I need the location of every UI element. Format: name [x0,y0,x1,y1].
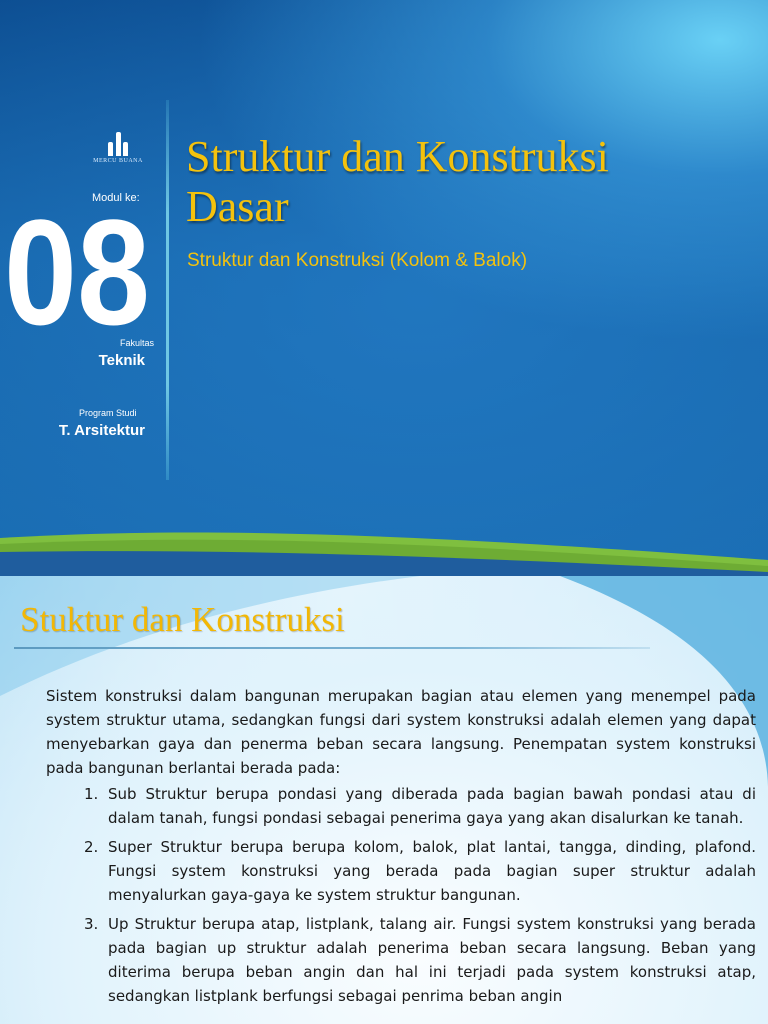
logo-icon [107,132,129,156]
slide-title-line2: Dasar [186,182,289,231]
slide-body [46,684,756,1013]
program-studi-value: T. Arsitektur [58,422,145,439]
slide-title-line1: Struktur dan Konstruksi [186,132,609,181]
title-underline [14,647,650,649]
program-studi-label: Program Studi [79,408,137,418]
university-logo [90,132,146,164]
list-item [46,912,756,1008]
content-slide [0,576,768,1024]
modul-label: Modul ke: [92,192,140,204]
list-text: Sub Struktur berupa pondasi yang diberada pada bagian bawah pondasi atau di dalam tanah, fungsi pondasi sebagai penerima gaya yang akan disalurkan ke tanah. [108,785,756,827]
bottom-swoosh [0,508,768,576]
structure-list [46,782,756,1008]
list-number: 3. [84,915,99,933]
list-text: Super Struktur berupa berupa kolom, balok, plat lantai, tangga, dinding, plafond. Fungsi system konstruksi yang berada pada bagian super struktur adalah menyalurkan gaya-gaya ke system struktur bangunan. [108,838,756,904]
fakultas-label: Fakultas [120,338,155,348]
logo-text: MERCU BUANA [93,158,143,164]
list-text: Up Struktur berupa atap, listplank, talang air. Fungsi system konstruksi yang berada pada bagian up struktur adalah penerima beban secara langsung. Beban yang diterima berupa beban angin dan hal ini terjadi pada system konstruksi atap, sedangkan listplank berfungsi sebagai penrima beban angin [108,915,756,1005]
slide-subtitle: Struktur dan Konstruksi (Kolom & Balok) [187,250,528,271]
intro-paragraph: Sistem konstruksi dalam bangunan merupakan bagian atau elemen yang menempel pada system struktur utama, sedangkan fungsi dari system konstruksi adalah elemen yang dapat menyebarkan gaya dan penerma beban secara langsung. Penempatan system konstruksi pada bangunan berlantai berada pada: [46,687,756,777]
list-number: 2. [84,838,99,856]
list-item [46,782,756,830]
list-number: 1. [84,785,99,803]
modul-number [4,196,154,336]
slide-title [186,132,756,232]
fakultas-value: Teknik [98,352,145,369]
svg-text:08: 08 [4,196,150,336]
vertical-divider [166,100,169,480]
slide-title: Stuktur dan Konstruksi [20,600,345,639]
list-item [46,835,756,907]
